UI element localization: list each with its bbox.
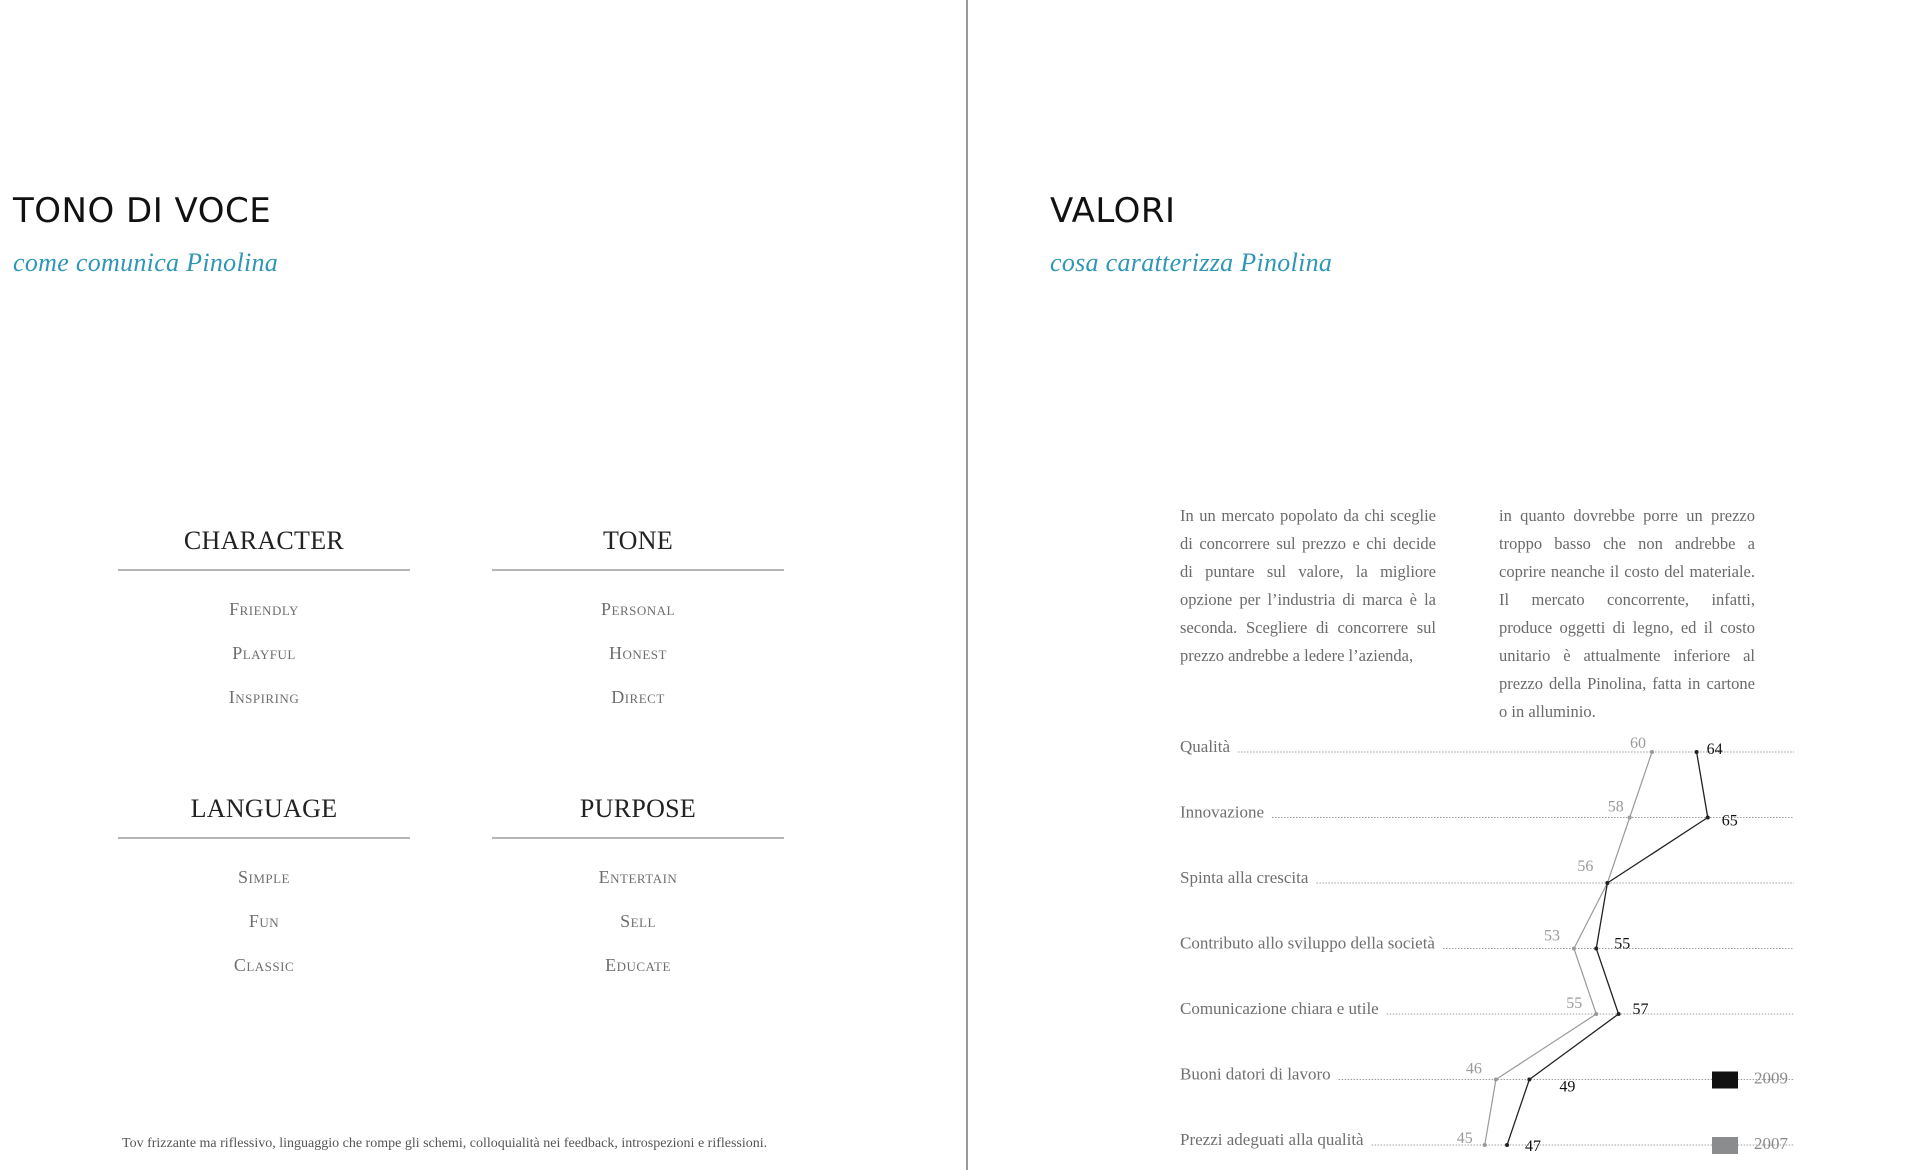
paragraph-column-2: in quanto dovrebbe porre un prezzo troppo basso che non andrebbe a coprire neanche il costo del materiale. Il mercato concorrente, infatti, produce oggetti di legno, ed il costo unitario è attualmente inferiore al prezzo della Pinolina, fatta in cartone o in alluminio. [1499, 506, 1755, 721]
list-item: Playful [232, 643, 296, 663]
data-label-2009: 65 [1721, 812, 1738, 830]
data-label-2009: 47 [1525, 1138, 1542, 1155]
list-item: Classic [233, 955, 295, 975]
page-subtitle-tono: come comunica Pinolina [13, 248, 279, 277]
list-item: Direct [611, 687, 665, 707]
row-label: Spinta alla crescita [1180, 868, 1309, 887]
data-label-2007: 53 [1543, 927, 1560, 945]
paragraph-column-1: In un mercato popolato da chi sceglie di concorrere sul prezzo e chi decide di puntare sul valore, la migliore opzione per l’industria di marca è la seconda. Scegliere di concorrere sul prezzo andrebbe a ledere l’azienda, [1180, 506, 1436, 665]
legend-label-2007: 2007 [1754, 1134, 1788, 1153]
data-point-2009 [1617, 1012, 1621, 1016]
legend-swatch-2007 [1712, 1137, 1738, 1154]
list-item: Educate [605, 955, 671, 975]
data-point-2007 [1594, 1012, 1598, 1016]
footnote: Tov frizzante ma riflessivo, linguaggio che rompe gli schemi, colloquialità nei feedback, introspezioni e riflessioni. [122, 1136, 768, 1151]
box-title: PURPOSE [579, 794, 697, 823]
box-character [118, 521, 410, 719]
data-point-2007 [1572, 947, 1576, 951]
box-item-list [118, 587, 410, 719]
data-point-2007 [1494, 1078, 1498, 1082]
box-divider [118, 837, 410, 839]
row-label: Innovazione [1180, 802, 1265, 822]
data-label-2007: 46 [1465, 1060, 1482, 1078]
row-label: Buoni datori di lavoro [1180, 1064, 1331, 1084]
list-item: Friendly [229, 599, 299, 619]
box-tone [492, 521, 784, 719]
data-label-2007: 58 [1607, 798, 1624, 816]
list-item: Simple [237, 867, 290, 887]
list-item: Inspiring [228, 687, 300, 707]
list-item: Honest [609, 643, 667, 663]
box-item-list [492, 855, 784, 987]
data-point-2009 [1527, 1078, 1531, 1082]
box-item-list [118, 855, 410, 987]
data-point-2009 [1706, 816, 1710, 820]
box-item-list [492, 587, 784, 719]
row-label: Comunicazione chiara e utile [1180, 999, 1379, 1018]
data-point-2007 [1483, 1143, 1487, 1147]
data-label-2009: 49 [1559, 1078, 1576, 1096]
data-label-2007: 55 [1566, 995, 1583, 1012]
row-label: Qualità [1180, 737, 1231, 756]
legend-swatch-2009 [1712, 1072, 1738, 1089]
page-title-valori: VALORI [1050, 191, 1176, 231]
data-label-2007: 56 [1577, 858, 1594, 875]
list-item: Fun [248, 911, 280, 931]
data-point-2009 [1594, 947, 1598, 951]
box-title: LANGUAGE [190, 794, 338, 823]
page-subtitle-valori: cosa caratterizza Pinolina [1050, 248, 1333, 277]
box-divider [492, 569, 784, 571]
legend-label-2009: 2009 [1754, 1068, 1788, 1088]
data-label-2009: 57 [1632, 1001, 1649, 1018]
page-divider [966, 0, 968, 1170]
box-purpose [492, 789, 784, 987]
data-label-2007: 60 [1630, 735, 1646, 752]
data-point-2009 [1695, 750, 1699, 754]
right-page [969, 0, 1920, 1170]
data-label-2007: 45 [1456, 1130, 1473, 1147]
box-title: TONE [602, 526, 674, 555]
box-title: CHARACTER [183, 526, 345, 555]
data-point-2007 [1628, 816, 1632, 820]
row-label: Prezzi adeguati alla qualità [1180, 1130, 1364, 1149]
data-point-2009 [1505, 1143, 1509, 1147]
page-title-tono-di-voce: TONO DI VOCE [13, 191, 272, 231]
data-point-2009 [1605, 881, 1609, 885]
row-label: Contributo allo sviluppo della società [1180, 933, 1435, 953]
list-item: Personal [601, 599, 675, 619]
box-language [118, 789, 410, 987]
box-divider [492, 837, 784, 839]
data-label-2009: 55 [1614, 935, 1631, 953]
data-label-2009: 64 [1706, 741, 1723, 758]
list-item: Sell [620, 911, 656, 931]
list-item: Entertain [598, 867, 678, 887]
box-divider [118, 569, 410, 571]
values-chart [969, 0, 1920, 1170]
data-point-2007 [1650, 750, 1654, 754]
